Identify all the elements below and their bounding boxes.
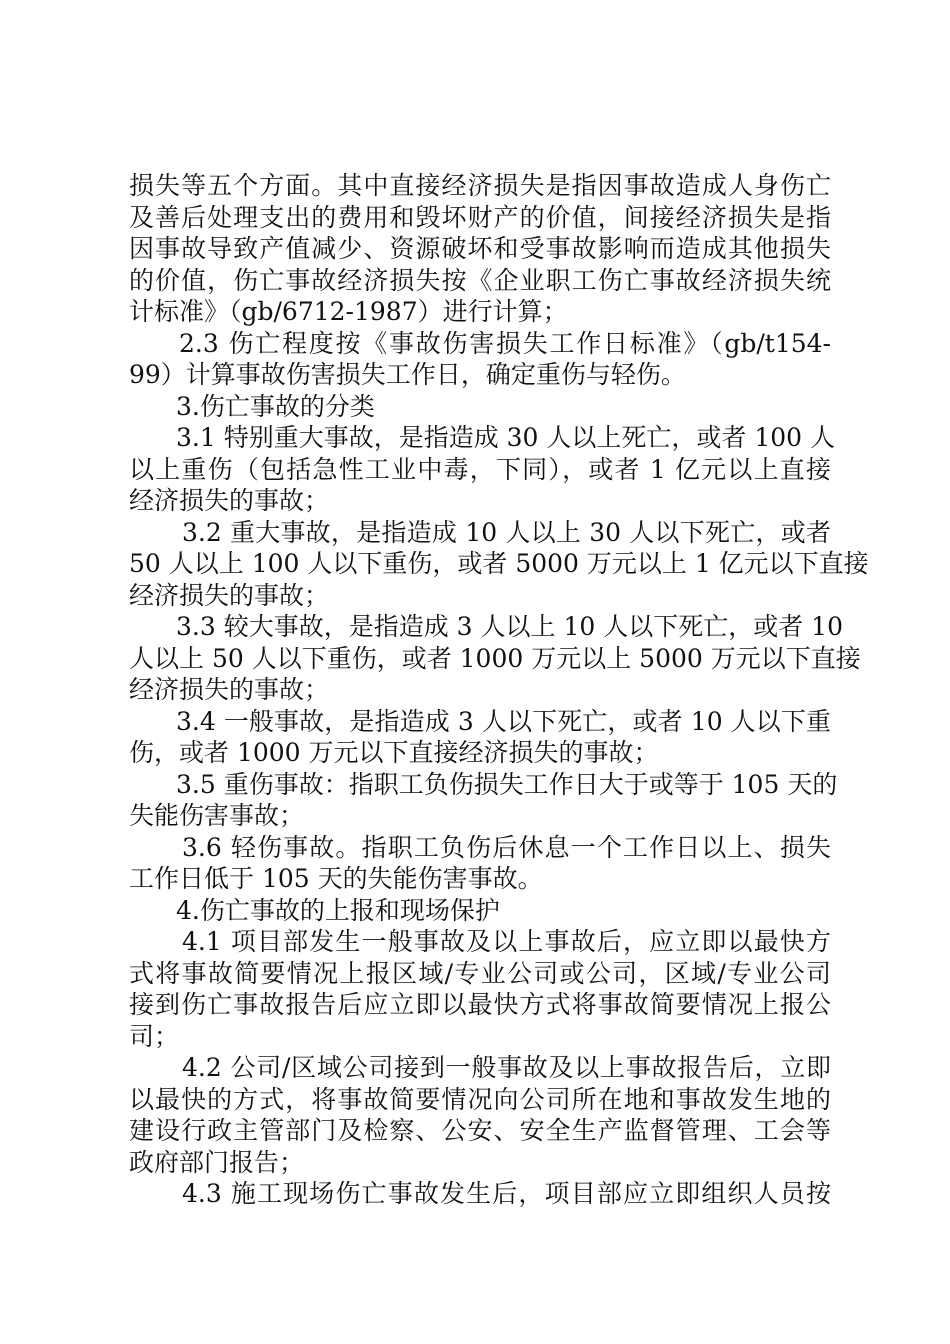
- text-line: 50 人以上 100 人以下重伤，或者 5000 万元以上 1 亿元以下直接: [129, 549, 869, 578]
- document-body: [129, 170, 869, 1210]
- heading-4: [129, 895, 831, 927]
- text-line: 伤，或者 1000 万元以下直接经济损失的事故；: [129, 738, 659, 767]
- paragraph-4-1: [129, 926, 831, 1052]
- text-line: 损失等五个方面。其中直接经济损失是指因事故造成人身伤亡: [129, 171, 831, 200]
- text-line: 及善后处理支出的费用和毁坏财产的价值，间接经济损失是指: [129, 202, 831, 232]
- text-line: 以最快的方式，将事故简要情况向公司所在地和事故发生地的: [129, 1084, 831, 1114]
- heading-3: [129, 391, 831, 423]
- text-line: 经济损失的事故；: [129, 486, 330, 515]
- paragraph-3-6: [129, 832, 831, 895]
- text-line: 人以上 50 人以下重伤，或者 1000 万元以上 5000 万元以下直接: [129, 643, 861, 673]
- text-line: 3.2 重大事故，是指造成 10 人以上 30 人以下死亡，或者: [182, 517, 831, 547]
- text-line: 计标准》（gb/6712-1987）进行计算；: [129, 297, 568, 326]
- text-line: 建设行政主管部门及检察、公安、安全生产监督管理、工会等: [129, 1116, 831, 1145]
- text-line: 3.3 较大事故，是指造成 3 人以上 10 人以下死亡，或者 10: [176, 612, 843, 641]
- text-line: 失能伤害事故；: [129, 801, 305, 830]
- paragraph-3-5: [129, 769, 838, 832]
- text-line: 因事故导致产值减少、资源破坏和受事故影响而造成其他损失: [129, 234, 831, 263]
- text-line: 3.6 轻伤事故。指职工负伤后休息一个工作日以上、损失: [182, 832, 831, 862]
- text-line: 以上重伤（包括急性工业中毒，下同），或者 1 亿元以上直接: [129, 454, 831, 484]
- paragraph-4-3: [129, 1178, 831, 1210]
- paragraph-3-3: [129, 611, 861, 706]
- paragraph-2-3: [129, 328, 831, 391]
- text-line: 经济损失的事故；: [129, 675, 330, 704]
- text-line: 4.2 公司/区域公司接到一般事故及以上事故报告后，立即: [182, 1053, 831, 1082]
- text-line: 2.3 伤亡程度按《事故伤害损失工作日标准》（gb/t154-: [179, 328, 831, 358]
- text-line: 的价值，伤亡事故经济损失按《企业职工伤亡事故经济损失统: [129, 265, 831, 295]
- text-line: 接到伤亡事故报告后应立即以最快方式将事故简要情况上报公: [129, 990, 831, 1019]
- text-line: 3.4 一般事故，是指造成 3 人以下死亡，或者 10 人以下重: [176, 706, 831, 736]
- text-line: 4.3 施工现场伤亡事故发生后，项目部应立即组织人员按: [182, 1179, 831, 1208]
- text-line: 经济损失的事故；: [129, 580, 330, 610]
- paragraph-economic-loss: [129, 170, 831, 328]
- text-line: 3.5 重伤事故：指职工负伤损失工作日大于或等于 105 天的: [176, 769, 838, 799]
- section-heading: 3.伤亡事故的分类: [176, 391, 375, 421]
- text-line: 司；: [129, 1021, 180, 1051]
- text-line: 4.1 项目部发生一般事故及以上事故后，应立即以最快方: [182, 927, 831, 956]
- paragraph-3-1: [129, 422, 836, 517]
- paragraph-3-2: [129, 517, 869, 612]
- text-line: 政府部门报告；: [129, 1147, 305, 1177]
- text-line: 式将事故简要情况上报区域/专业公司或公司，区域/专业公司: [129, 958, 831, 988]
- paragraph-4-2: [129, 1052, 831, 1178]
- text-line: 99）计算事故伤害损失工作日，确定重伤与轻伤。: [129, 360, 686, 389]
- text-line: 3.1 特别重大事故，是指造成 30 人以上死亡，或者 100 人: [176, 423, 836, 452]
- paragraph-3-4: [129, 706, 831, 769]
- section-heading: 4.伤亡事故的上报和现场保护: [176, 895, 500, 925]
- text-line: 工作日低于 105 天的失能伤害事故。: [129, 864, 543, 893]
